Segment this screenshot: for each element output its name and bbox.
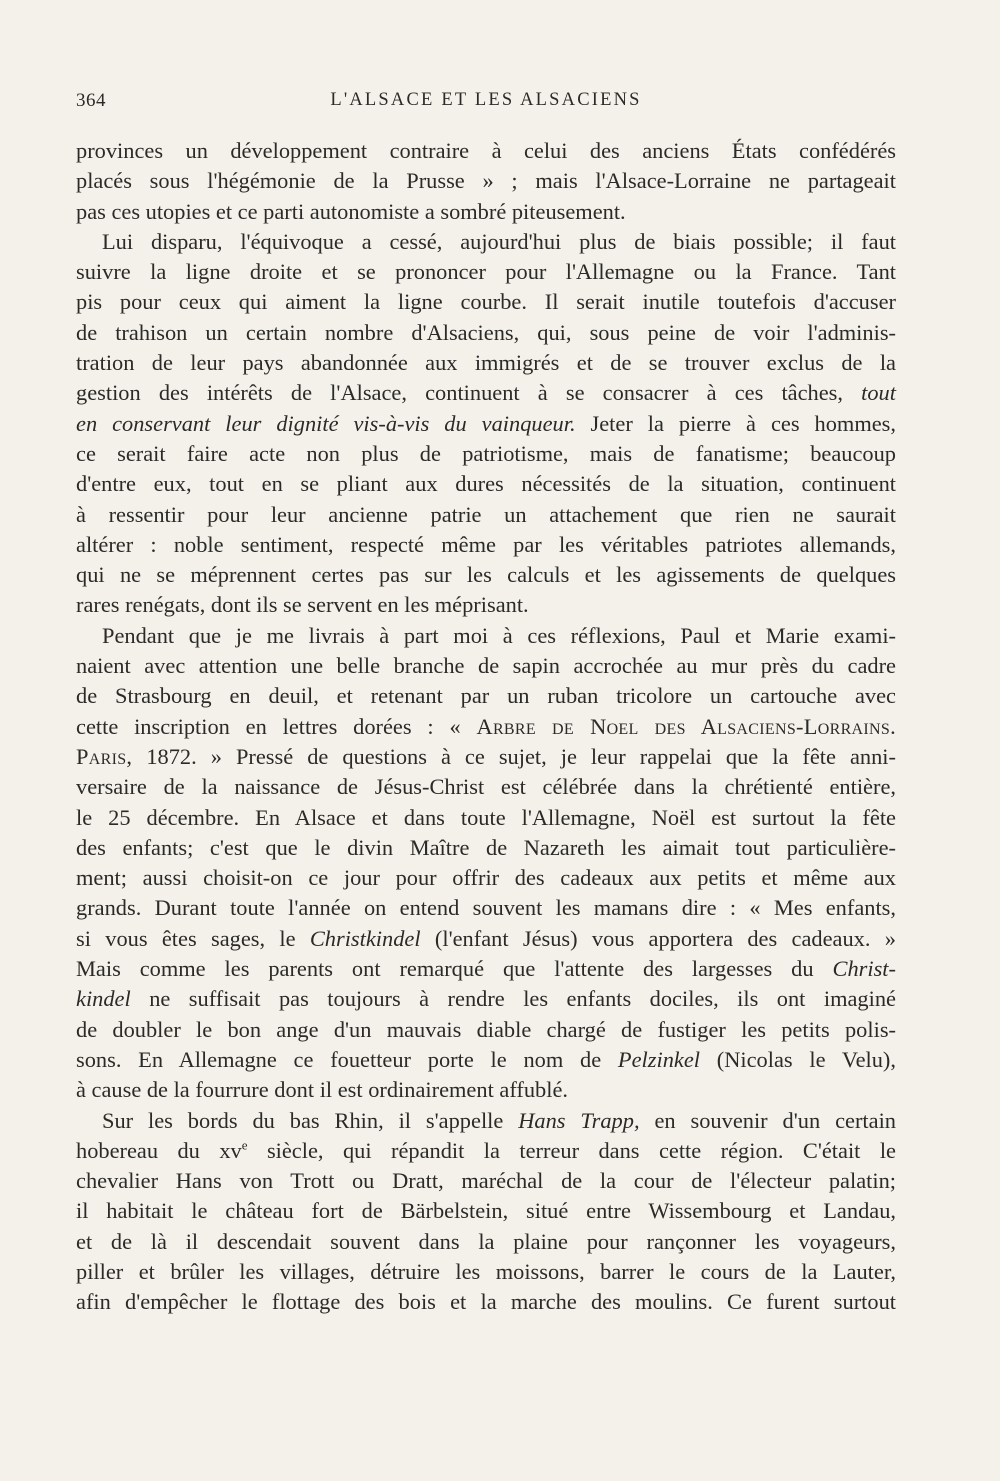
- page-number: 364: [76, 90, 106, 111]
- italic-text: tout: [861, 380, 896, 406]
- text-line: piller et brûler les villages, détruire les moissons, barrer le cours de la Lauter,: [76, 1258, 896, 1284]
- paragraph-3: [76, 621, 896, 1106]
- text-line: [76, 984, 896, 1014]
- text-line: d'entre eux, tout en se pliant aux dures nécessités de la situation, continuent: [76, 471, 896, 497]
- text-line: [76, 1106, 896, 1136]
- text-line: le 25 décembre. En Alsace et dans toute l'Allemagne, Noël est surtout la fête: [76, 804, 896, 830]
- text-line: de doubler le bon ange d'un mauvais diable chargé de fustiger les petits polis-: [76, 1016, 896, 1042]
- text-line: altérer : noble sentiment, respecté même par les véritables patriotes allemands,: [76, 531, 896, 557]
- page-header: [76, 90, 896, 118]
- text-segment: Mais comme les parents ont remarqué que l'attente des largesses du: [76, 956, 814, 982]
- text-line: chevalier Hans von Trott ou Dratt, maréchal de la cour de l'électeur palatin;: [76, 1168, 896, 1194]
- text-line: naient avec attention une belle branche de sapin accrochée au mur près du cadre: [76, 653, 896, 679]
- paragraph-4: [76, 1106, 896, 1318]
- italic-text: Hans Trapp,: [518, 1107, 640, 1133]
- text-line: rares renégats, dont ils se servent en les méprisant.: [76, 592, 529, 618]
- text-line: des enfants; c'est que le divin Maître de Nazareth les aimait tout particulière-: [76, 834, 896, 860]
- small-caps-text: Paris,: [76, 743, 133, 769]
- text-line: pas ces utopies et ce parti autonomiste a sombré piteusement.: [76, 198, 626, 224]
- text-segment: Sur les bords du bas Rhin, il s'appelle: [102, 1107, 504, 1133]
- text-line: [76, 742, 896, 772]
- body-text: [76, 136, 896, 1318]
- text-segment: en souvenir d'un certain: [654, 1107, 896, 1133]
- italic-text: Pelzinkel: [617, 1046, 700, 1072]
- text-line: à cause de la fourrure dont il est ordinairement affublé.: [76, 1077, 568, 1103]
- text-segment: hobereau du xv: [76, 1137, 242, 1163]
- text-line: Pendant que je me livrais à part moi à ces réflexions, Paul et Marie exami-: [102, 622, 896, 648]
- text-line: Lui disparu, l'équivoque a cessé, aujourd'hui plus de biais possible; il faut: [102, 228, 896, 254]
- italic-text: Christ-: [832, 956, 896, 982]
- text-line: [76, 1045, 896, 1075]
- text-line: afin d'empêcher le flottage des bois et la marche des moulins. Ce furent surtout: [76, 1289, 896, 1315]
- text-line: [76, 712, 896, 742]
- text-line: qui ne se méprennent certes pas sur les calculs et les agissements de quelques: [76, 562, 896, 588]
- text-line: placés sous l'hégémonie de la Prusse » ; mais l'Alsace-Lorraine ne partageait: [76, 168, 896, 194]
- text-line: [76, 1136, 896, 1166]
- running-title: L'ALSACE ET LES ALSACIENS: [330, 90, 642, 110]
- text-line: et de là il descendait souvent dans la plaine pour rançonner les voyageurs,: [76, 1228, 896, 1254]
- text-segment: siècle, qui répandit la terreur dans cette région. C'était le: [266, 1137, 896, 1163]
- paragraph-2: [76, 227, 896, 621]
- text-line: provinces un développement contraire à celui des anciens États confédérés: [76, 138, 896, 163]
- text-line: [76, 409, 896, 439]
- text-line: ment; aussi choisit-on ce jour pour offrir des cadeaux aux petits et même aux: [76, 865, 896, 891]
- text-segment: Jeter la pierre à ces hommes,: [590, 410, 896, 436]
- italic-text: en conservant leur dignité vis-à-vis du vainqueur.: [76, 410, 576, 436]
- text-line: ce serait faire acte non plus de patriotisme, mais de fanatisme; beaucoup: [76, 440, 896, 466]
- text-line: suivre la ligne droite et se prononcer pour l'Allemagne ou la France. Tant: [76, 259, 896, 285]
- italic-text: kindel: [76, 986, 131, 1012]
- text-line: grands. Durant toute l'année on entend souvent les mamans dire : « Mes enfants,: [76, 895, 896, 921]
- text-line: [76, 924, 896, 954]
- text-segment: 1872. » Pressé de questions à ce sujet, je leur rappelai que la fête anni-: [146, 743, 896, 769]
- text-line: à ressentir pour leur ancienne patrie un attachement que rien ne saurait: [76, 501, 896, 527]
- text-segment: sons. En Allemagne ce fouetteur porte le nom de: [76, 1046, 602, 1072]
- text-segment: gestion des intérêts de l'Alsace, continuent à se consacrer à ces tâches,: [76, 380, 843, 406]
- text-segment: (Nicolas le Velu),: [716, 1046, 896, 1072]
- text-segment: ne suffisait pas toujours à rendre les enfants dociles, ils ont imaginé: [149, 986, 896, 1012]
- text-line: [76, 954, 896, 984]
- small-caps-inscription: Arbre de Noel des Alsaciens-Lorrains.: [476, 713, 896, 739]
- text-segment: (l'enfant Jésus) vous apportera des cadeaux. »: [434, 925, 896, 951]
- text-segment: cette inscription en lettres dorées : «: [76, 713, 461, 739]
- italic-text: Christkindel: [309, 925, 421, 951]
- text-line: de trahison un certain nombre d'Alsaciens, qui, sous peine de voir l'adminis-: [76, 319, 896, 345]
- superscript: e: [241, 1137, 248, 1153]
- text-segment: si vous êtes sages, le: [76, 925, 296, 951]
- text-line: pis pour ceux qui aiment la ligne courbe. Il serait inutile toutefois d'accuser: [76, 289, 896, 315]
- text-line: versaire de la naissance de Jésus-Christ est célébrée dans la chrétienté entière,: [76, 774, 896, 800]
- paragraph-1: [76, 136, 896, 227]
- text-line: de Strasbourg en deuil, et retenant par un ruban tricolore un cartouche avec: [76, 683, 896, 709]
- text-line: [76, 378, 896, 408]
- text-line: tration de leur pays abandonnée aux immigrés et de se trouver exclus de la: [76, 350, 896, 376]
- text-line: il habitait le château fort de Bärbelstein, situé entre Wissembourg et Landau,: [76, 1198, 896, 1224]
